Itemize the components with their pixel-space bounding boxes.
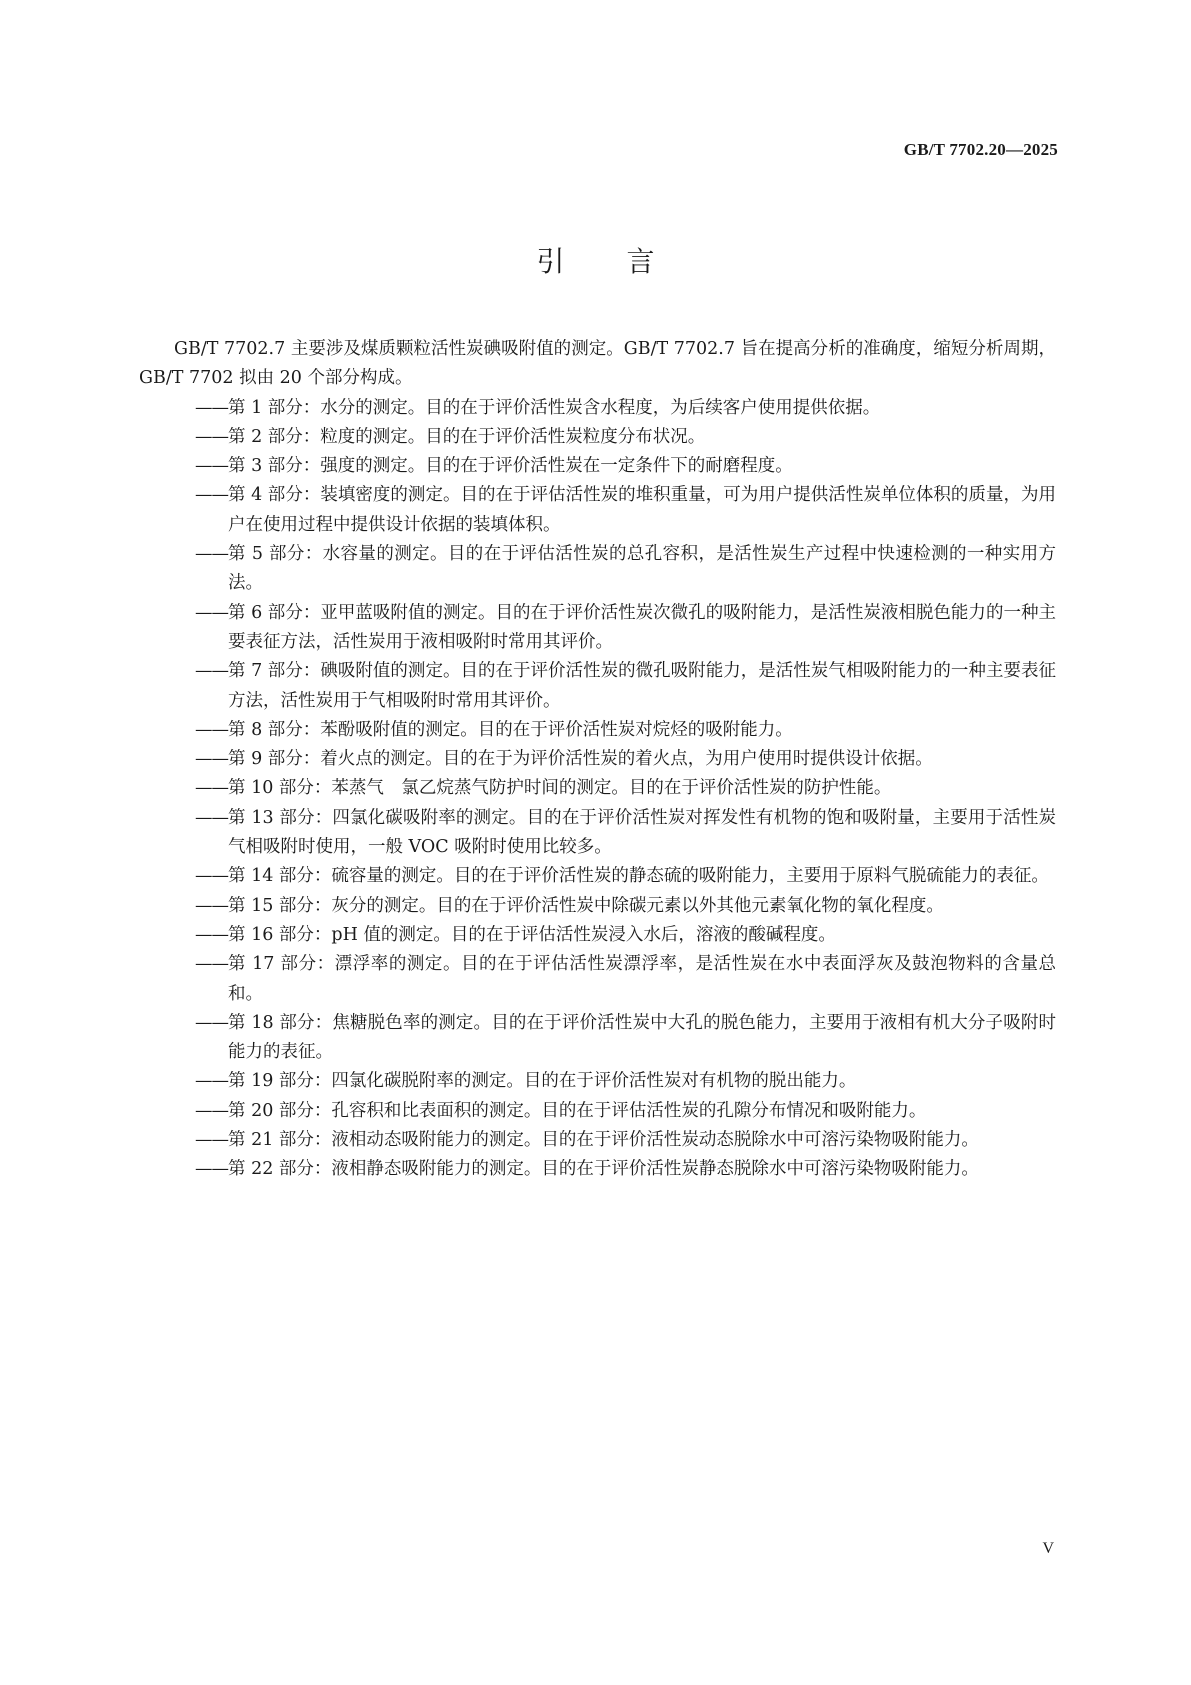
part-text: 第 8 部分：苯酚吸附值的测定。目的在于评价活性炭对烷烃的吸附能力。 [228,719,793,740]
page-number: V [1042,1540,1054,1557]
list-item [139,540,1056,599]
list-item [139,716,1056,745]
part-text: 第 9 部分：着火点的测定。目的在于为评价活性炭的着火点，为用户使用时提供设计依据。 [228,749,933,770]
list-item [139,804,1056,863]
dash-marker: —— [195,456,228,477]
part-text: 第 22 部分：液相静态吸附能力的测定。目的在于评价活性炭静态脱除水中可溶污染物吸附能力。 [228,1159,979,1180]
dash-marker: —— [195,544,228,565]
part-text: 第 20 部分：孔容积和比表面积的测定。目的在于评估活性炭的孔隙分布情况和吸附能力。 [228,1100,927,1121]
dash-marker: —— [195,397,228,418]
part-text: 第 6 部分：亚甲蓝吸附值的测定。目的在于评价活性炭次微孔的吸附能力，是活性炭液相脱色能力的一种主要表征方法，活性炭用于液相吸附时常用其评价。 [228,602,1056,652]
list-item [139,394,1056,423]
dash-marker: —— [195,1012,228,1033]
part-text: 第 7 部分：碘吸附值的测定。目的在于评价活性炭的微孔吸附能力，是活性炭气相吸附能力的一种主要表征方法，活性炭用于气相吸附时常用其评价。 [228,661,1056,711]
part-text: 第 17 部分：漂浮率的测定。目的在于评估活性炭漂浮率，是活性炭在水中表面浮灰及鼓泡物料的含量总和。 [228,954,1056,1004]
list-item [139,1126,1056,1155]
dash-marker: —— [195,485,228,506]
part-text: 第 15 部分：灰分的测定。目的在于评价活性炭中除碳元素以外其他元素氧化物的氧化程度。 [228,895,944,916]
list-item [139,599,1056,658]
part-text: 第 16 部分：pH 值的测定。目的在于评估活性炭浸入水后，溶液的酸碱程度。 [228,924,836,945]
dash-marker: —— [195,1159,228,1180]
dash-marker: —— [195,866,228,887]
dash-marker: —— [195,719,228,740]
dash-marker: —— [195,661,228,682]
intro-paragraph: GB/T 7702.7 主要涉及煤质颗粒活性炭碘吸附值的测定。GB/T 7702.7 旨在提高分析的准确度，缩短分析周期，GB/T 7702 拟由 20 个部分构成。 [139,339,1056,389]
list-item [139,892,1056,921]
part-text: 第 3 部分：强度的测定。目的在于评价活性炭在一定条件下的耐磨程度。 [228,456,793,477]
list-item [139,423,1056,452]
dash-marker: —— [195,749,228,770]
list-item [139,745,1056,774]
part-text: 第 4 部分：装填密度的测定。目的在于评估活性炭的堆积重量，可为用户提供活性炭单位体积的质量，为用户在使用过程中提供设计依据的装填体积。 [228,485,1056,535]
part-text: 第 10 部分：苯蒸气 氯乙烷蒸气防护时间的测定。目的在于评价活性炭的防护性能。 [228,778,892,799]
part-text: 第 19 部分：四氯化碳脱附率的测定。目的在于评价活性炭对有机物的脱出能力。 [228,1071,857,1092]
list-item [139,950,1056,1009]
dash-marker: —— [195,1130,228,1151]
list-item [139,862,1056,891]
page-title: 引言 [536,245,717,278]
list-item [139,1067,1056,1096]
dash-marker: —— [195,807,228,828]
part-text: 第 1 部分：水分的测定。目的在于评价活性炭含水程度，为后续客户使用提供依据。 [228,397,881,418]
document-body [139,335,1056,1185]
dash-marker: —— [195,602,228,623]
list-item [139,452,1056,481]
dash-marker: —— [195,426,228,447]
part-text: 第 21 部分：液相动态吸附能力的测定。目的在于评价活性炭动态脱除水中可溶污染物吸附能力。 [228,1130,979,1151]
parts-list [139,394,1056,1185]
dash-marker: —— [195,895,228,916]
list-item [139,1097,1056,1126]
part-text: 第 18 部分：焦糖脱色率的测定。目的在于评价活性炭中大孔的脱色能力，主要用于液相有机大分子吸附时能力的表征。 [228,1012,1056,1063]
part-text: 第 14 部分：硫容量的测定。目的在于评价活性炭的静态硫的吸附能力，主要用于原料气脱硫能力的表征。 [228,866,1049,887]
part-text: 第 2 部分：粒度的测定。目的在于评价活性炭粒度分布状况。 [228,426,706,447]
dash-marker: —— [195,954,228,975]
standard-number: GB/T 7702.20—2025 [903,140,1058,159]
part-text: 第 13 部分：四氯化碳吸附率的测定。目的在于评价活性炭对挥发性有机物的饱和吸附量，主要用于活性炭气相吸附时使用，一般 VOC 吸附时使用比较多。 [228,807,1056,858]
list-item [139,921,1056,950]
list-item [139,481,1056,540]
list-item [139,1155,1056,1184]
dash-marker: —— [195,1071,228,1092]
list-item [139,774,1056,803]
dash-marker: —— [195,1100,228,1121]
list-item [139,1009,1056,1068]
part-text: 第 5 部分：水容量的测定。目的在于评估活性炭的总孔容积，是活性炭生产过程中快速检测的一种实用方法。 [228,544,1056,594]
dash-marker: —— [195,924,228,945]
dash-marker: —— [195,778,228,799]
list-item [139,657,1056,716]
